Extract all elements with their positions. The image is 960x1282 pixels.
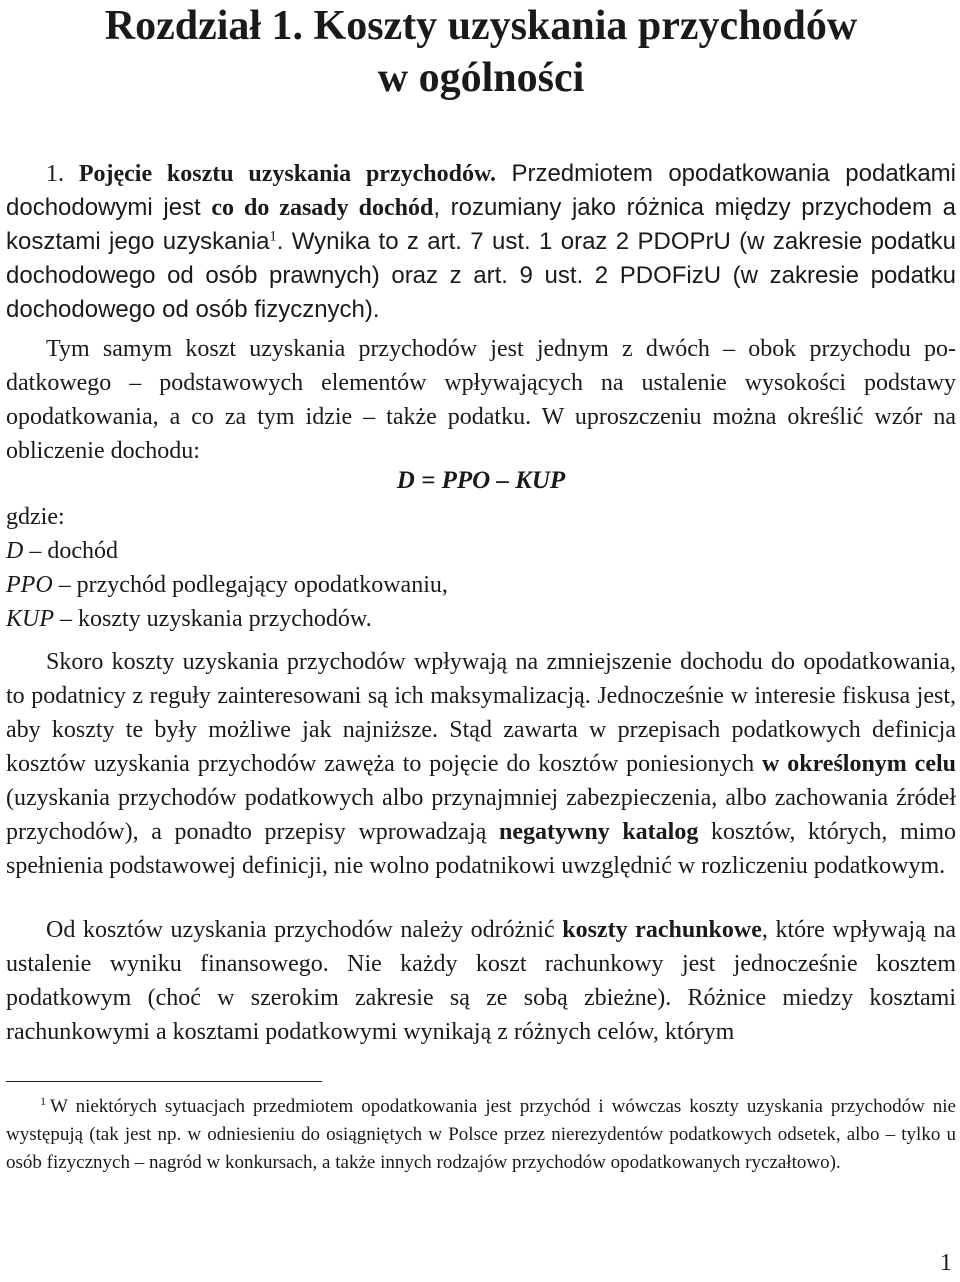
emphasis-text: w określonym celu	[762, 751, 956, 777]
chapter-title	[6, 0, 956, 104]
paragraph-text: kosztów, których, mimo spełnienia podstawowej definicji, nie wolno podatnikowi uwzględnić w rozliczeniu podatkowym.	[6, 819, 957, 879]
footnote-ref[interactable]: 1	[269, 228, 277, 245]
definitions-intro: gdzie:	[6, 504, 65, 530]
emphasis-text: co do zasady dochód	[211, 195, 434, 221]
section-heading: Pojęcie kosztu uzyskania przychodów.	[78, 161, 496, 187]
paragraph-text: Od kosztów uzyskania przychodów należy odróżnić	[46, 917, 563, 943]
footnote: $^1$ W niektórych sytuacjach przedmiotem opodatkowania jest przychód i wówczas koszty uzyskania przychodów nie występują (tak jest np. w odniesieniu do osiągniętych w Polsce przez nierezydentów podatkowych odsetek, albo – tylko u osób fizycznych – nagród w konkursach, a także innych rodzajów przychodów opodatkowanych ryczałtowo).	[6, 1096, 956, 1173]
paragraph-3	[6, 645, 956, 883]
section-1-paragraph	[6, 157, 956, 327]
paragraph-text: , rozumiany jako różnica między przychodem a kosztami jego uzyskania	[6, 194, 956, 255]
definition-text: – dochód	[23, 538, 118, 564]
formula-definitions	[6, 500, 956, 636]
paragraph-4	[6, 913, 956, 1049]
section-number: 1.	[46, 161, 64, 187]
chapter-title-line1: Rozdział 1. Koszty uzyskania przychodów	[104, 3, 858, 49]
document-page	[6, 0, 956, 1282]
definition-item	[6, 602, 956, 636]
paragraph-text: Przedmiotem opodatkowania podatkami dochodowymi jest	[6, 160, 957, 221]
paragraph-text: Skoro koszty uzyskania przychodów wpływają na zmniejszenie dochodu do opodatkowania, to podatnicy z reguły zainteresowani są ich maksymalizacją. Jednocześnie w interesie fiskusa jest, aby koszty te były możliwe jak najniższe. Stąd zawarta w przepisach podatkowych definicja kosztów uzyskania przychodów zawęża to pojęcie do kosztów poniesionych	[6, 649, 956, 777]
footnote-divider	[6, 1081, 322, 1082]
income-formula: D = PPO – KUP	[396, 467, 566, 494]
footnote-text: W niektórych sytuacjach przedmiotem opodatkowania jest przychód i wówczas koszty uzyskania przychodów nie występują (tak jest np. w odniesieniu do osiągniętych w Polsce przez nierezydentów podatkowych odsetek, albo – tylko u osób fizycznych – nagród w konkursach, a także innych rodzajów przychodów opodatkowanych ryczałtowo).	[6, 1096, 956, 1173]
paragraph-text: . Wynika to z art. 7 ust. 1 oraz 2 PDOPrU (w zakresie podatku dochodowego od osób prawnych) oraz z art. 9 ust. 2 PDOFizU (w zakresie podatku dochodowego od osób fizycznych).	[6, 228, 956, 323]
paragraph-2	[6, 332, 956, 468]
page-number: 1	[940, 1250, 952, 1276]
definition-symbol: D	[6, 538, 24, 564]
emphasis-text: koszty rachunkowe	[562, 917, 762, 943]
chapter-title-line2: w ogólności	[377, 55, 585, 101]
definition-symbol: PPO	[6, 572, 53, 598]
paragraph-text: (uzyskania przychodów podatkowych albo przynajmniej zabezpieczenia, albo zachowania źródeł przychodów), a ponadto przepisy wprowadzają	[6, 785, 956, 845]
definition-item	[6, 534, 956, 568]
paragraph-text: , które wpływają na ustalenie wyniku finansowego. Nie każdy koszt rachunkowy jest jednocześnie kosztem podatkowym (choć w szerokim zakresie są ze sobą zbieżne). Różnice miedzy kosztami rachunkowymi a kosztami podatkowymi wynikają z różnych celów, którym	[6, 917, 957, 1045]
paragraph-text: Tym samym koszt uzyskania przychodów jest jednym z dwóch – obok przychodu podatkowego – podstawowych elementów wpływających na ustalenie wysokości podstawy opodatkowania, a co za tym idzie – także podatku. W uproszczeniu można określić wzór na obliczenie dochodu:	[6, 336, 956, 464]
definition-symbol: KUP	[6, 606, 54, 632]
emphasis-text: negatywny katalog	[499, 819, 699, 845]
definition-text: – koszty uzyskania przychodów.	[54, 606, 372, 632]
definition-item	[6, 568, 956, 602]
definition-text: – przychód podlegający opodatkowaniu,	[52, 572, 448, 598]
